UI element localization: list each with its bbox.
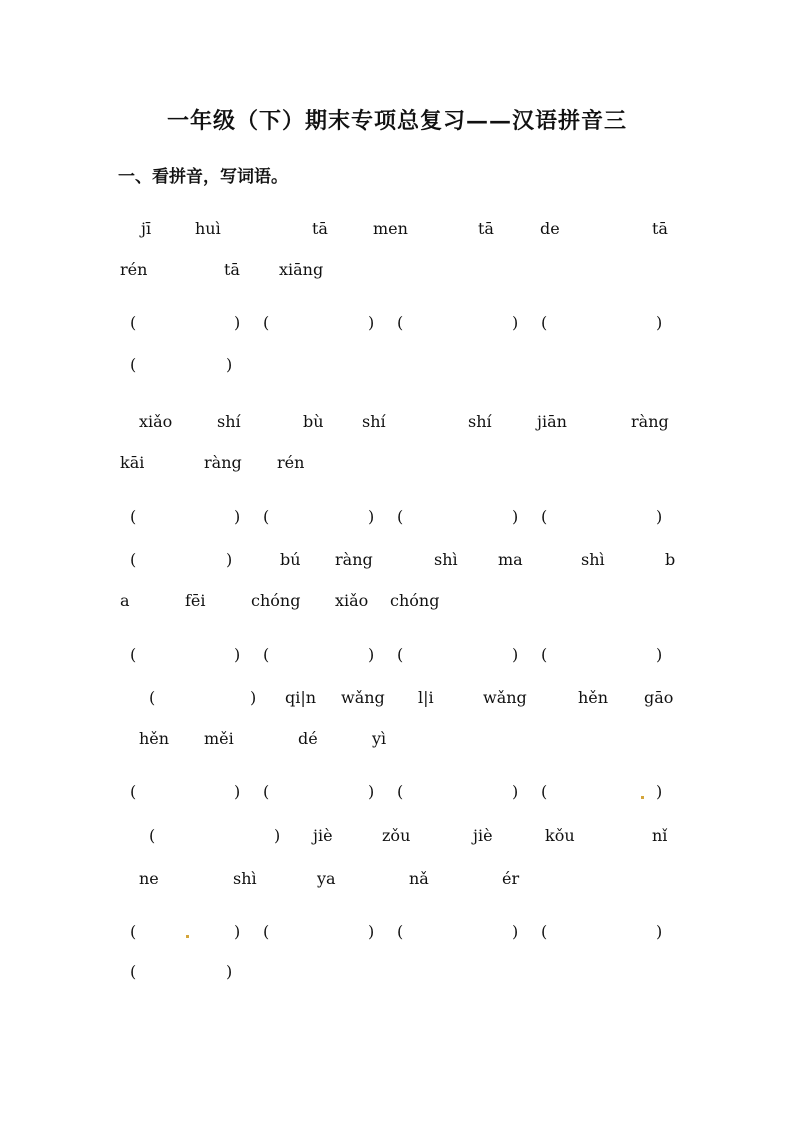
answer-blank-close: ) <box>226 355 233 374</box>
answer-blank-open: ( <box>130 782 137 801</box>
answer-blank-open: ( <box>263 645 270 664</box>
answer-blank-open: ( <box>130 550 137 569</box>
answer-blank-open: ( <box>397 313 404 332</box>
answer-blank-close: ) <box>250 688 257 707</box>
pinyin-syllable: tā <box>224 260 240 279</box>
pinyin-syllable: xiǎo <box>139 412 173 431</box>
pinyin-syllable: nǐ <box>652 826 668 845</box>
pinyin-syllable: rén <box>277 453 305 472</box>
pinyin-syllable: ya <box>317 869 336 888</box>
answer-blank-close: ) <box>656 507 663 526</box>
pinyin-syllable: wǎng <box>341 688 385 707</box>
pinyin-syllable: ràng <box>204 453 242 472</box>
pinyin-syllable: tā <box>312 219 328 238</box>
pinyin-syllable: jiè <box>313 826 333 845</box>
section-heading: 一、看拼音，写词语。 <box>118 167 288 187</box>
pinyin-syllable: gāo <box>644 688 674 707</box>
pinyin-syllable: kǒu <box>545 826 575 845</box>
answer-blank-close: ) <box>368 782 375 801</box>
pinyin-syllable: qi|n <box>285 688 317 707</box>
pinyin-syllable: shì <box>581 550 605 569</box>
answer-blank-close: ) <box>234 922 241 941</box>
answer-blank-open: ( <box>130 645 137 664</box>
answer-blank-open: ( <box>541 782 548 801</box>
answer-blank-close: ) <box>368 645 375 664</box>
pinyin-syllable: wǎng <box>483 688 527 707</box>
pinyin-syllable: xiǎo <box>335 591 369 610</box>
answer-blank-open: ( <box>130 313 137 332</box>
answer-blank-close: ) <box>226 550 233 569</box>
answer-blank-close: ) <box>656 922 663 941</box>
answer-blank-close: ) <box>234 313 241 332</box>
pinyin-syllable: bù <box>303 412 324 431</box>
answer-blank-close: ) <box>512 922 519 941</box>
pinyin-syllable: shí <box>468 412 492 431</box>
pinyin-syllable: shì <box>434 550 458 569</box>
answer-blank-open: ( <box>130 507 137 526</box>
answer-blank-open: ( <box>541 507 548 526</box>
answer-blank-open: ( <box>397 922 404 941</box>
pinyin-syllable: b <box>665 550 676 569</box>
answer-blank-close: ) <box>274 826 281 845</box>
answer-blank-open: ( <box>541 922 548 941</box>
answer-blank-close: ) <box>368 507 375 526</box>
pinyin-syllable: l|i <box>418 688 434 707</box>
ink-speck <box>186 935 189 938</box>
pinyin-syllable: rén <box>120 260 148 279</box>
pinyin-syllable: ràng <box>335 550 373 569</box>
answer-blank-close: ) <box>512 507 519 526</box>
answer-blank-open: ( <box>397 782 404 801</box>
pinyin-syllable: chóng <box>390 591 440 610</box>
pinyin-syllable: shì <box>233 869 257 888</box>
pinyin-syllable: shí <box>217 412 241 431</box>
answer-blank-open: ( <box>397 645 404 664</box>
pinyin-syllable: tā <box>652 219 668 238</box>
answer-blank-open: ( <box>263 313 270 332</box>
pinyin-syllable: nǎ <box>409 869 429 888</box>
answer-blank-open: ( <box>130 355 137 374</box>
answer-blank-close: ) <box>512 645 519 664</box>
answer-blank-close: ) <box>368 922 375 941</box>
pinyin-syllable: bú <box>280 550 301 569</box>
pinyin-syllable: huì <box>195 219 221 238</box>
pinyin-syllable: jiè <box>473 826 493 845</box>
pinyin-syllable: tā <box>478 219 494 238</box>
pinyin-syllable: a <box>120 591 130 610</box>
pinyin-syllable: jiān <box>537 412 567 431</box>
answer-blank-close: ) <box>368 313 375 332</box>
answer-blank-open: ( <box>149 826 156 845</box>
pinyin-syllable: hěn <box>139 729 170 748</box>
pinyin-syllable: xiāng <box>279 260 324 279</box>
answer-blank-open: ( <box>541 313 548 332</box>
answer-blank-close: ) <box>234 782 241 801</box>
pinyin-syllable: zǒu <box>382 826 411 845</box>
answer-blank-close: ) <box>234 645 241 664</box>
answer-blank-close: ) <box>512 782 519 801</box>
pinyin-syllable: chóng <box>251 591 301 610</box>
pinyin-syllable: ma <box>498 550 523 569</box>
pinyin-syllable: kāi <box>120 453 145 472</box>
answer-blank-open: ( <box>130 962 137 981</box>
pinyin-syllable: men <box>373 219 408 238</box>
pinyin-syllable: ràng <box>631 412 669 431</box>
ink-speck <box>641 796 644 799</box>
answer-blank-open: ( <box>263 507 270 526</box>
pinyin-syllable: dé <box>298 729 318 748</box>
answer-blank-open: ( <box>130 922 137 941</box>
answer-blank-open: ( <box>149 688 156 707</box>
pinyin-syllable: ne <box>139 869 159 888</box>
answer-blank-close: ) <box>234 507 241 526</box>
answer-blank-open: ( <box>541 645 548 664</box>
pinyin-syllable: hěn <box>578 688 609 707</box>
answer-blank-close: ) <box>656 782 663 801</box>
answer-blank-open: ( <box>263 922 270 941</box>
pinyin-syllable: shí <box>362 412 386 431</box>
pinyin-syllable: yì <box>372 729 387 748</box>
answer-blank-close: ) <box>656 645 663 664</box>
pinyin-syllable: fēi <box>185 591 206 610</box>
pinyin-syllable: ér <box>502 869 520 888</box>
answer-blank-close: ) <box>512 313 519 332</box>
answer-blank-open: ( <box>263 782 270 801</box>
pinyin-syllable: de <box>540 219 560 238</box>
pinyin-syllable: měi <box>204 729 234 748</box>
page-title: 一年级（下）期末专项总复习——汉语拼音三 <box>166 108 627 134</box>
answer-blank-open: ( <box>397 507 404 526</box>
pinyin-syllable: jī <box>141 219 152 238</box>
answer-blank-close: ) <box>226 962 233 981</box>
answer-blank-close: ) <box>656 313 663 332</box>
